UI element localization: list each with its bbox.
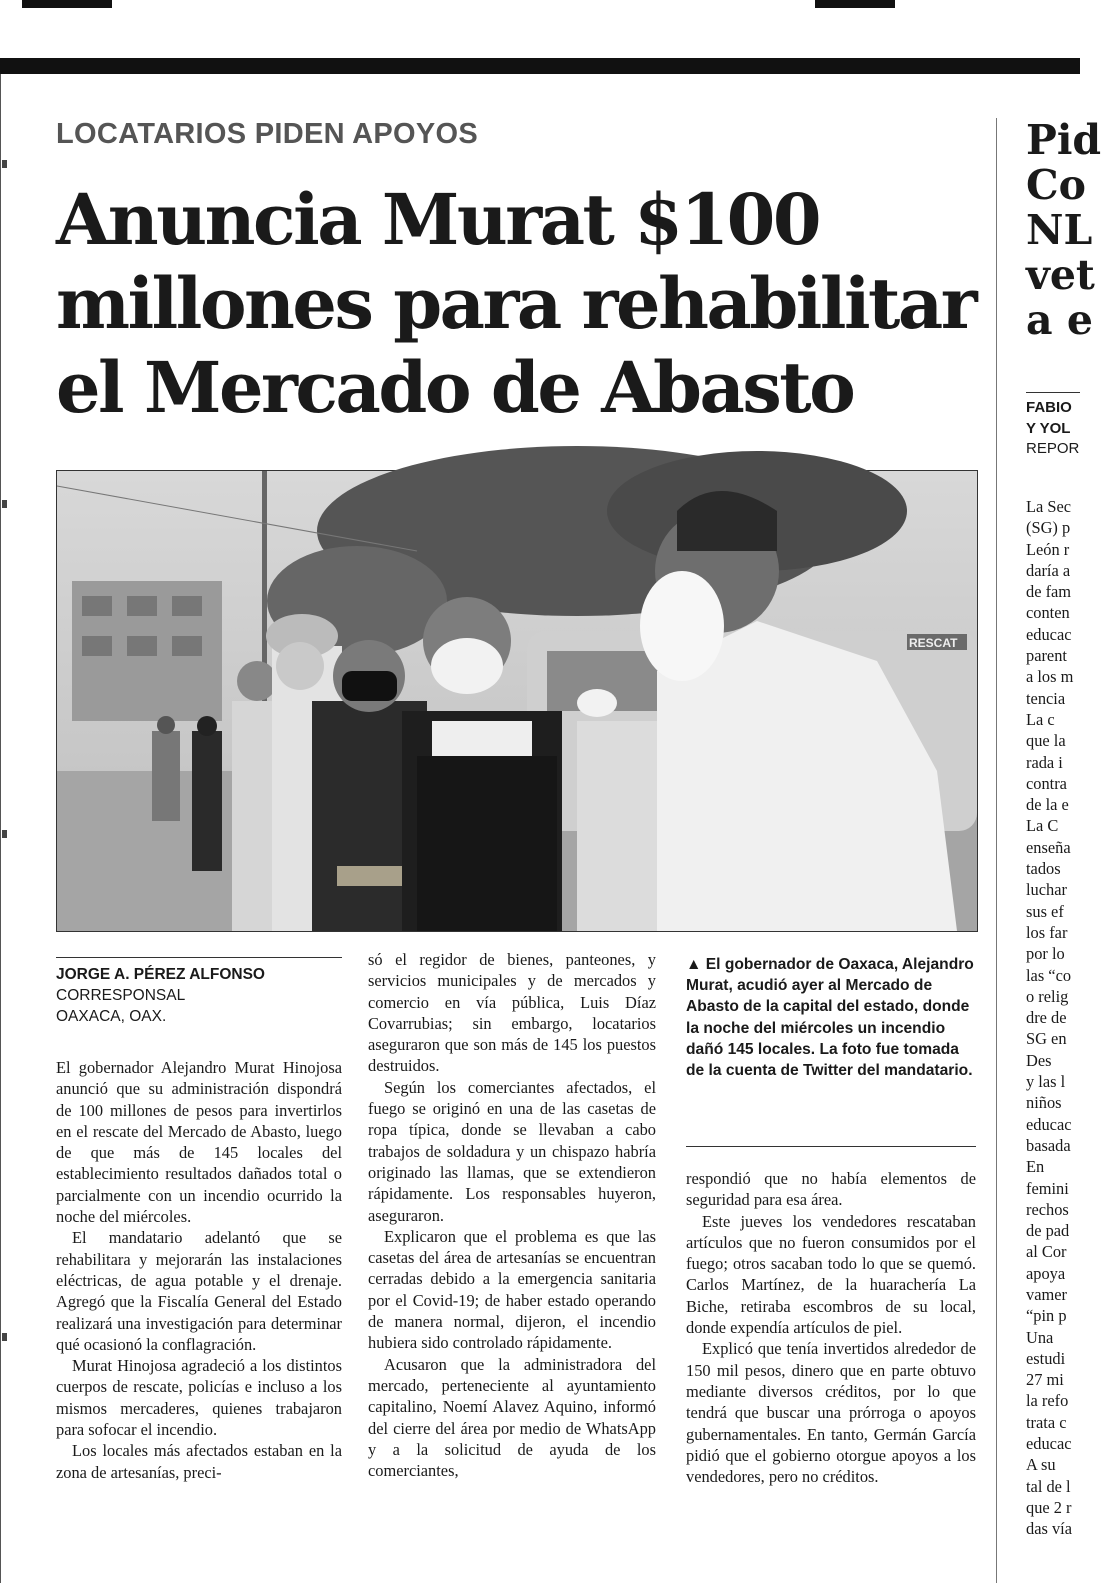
adjacent-body-line: “pin p bbox=[1026, 1306, 1067, 1326]
binding-mark bbox=[2, 500, 7, 508]
adjacent-body-line: por lo bbox=[1026, 944, 1065, 964]
adjacent-body-line: a los m bbox=[1026, 667, 1074, 687]
author-name: JORGE A. PÉREZ ALFONSO bbox=[56, 966, 265, 983]
adjacent-body-line: femini bbox=[1026, 1178, 1069, 1198]
binding-mark bbox=[2, 1333, 7, 1341]
adjacent-headline bbox=[1026, 116, 1101, 344]
photo-caption: ▲ El gobernador de Oaxaca, Alejandro Murat, acudió ayer al Mercado de Abasto de la capital del estado, donde la noche del miércoles un incendio dañó 145 locales. La foto fue tomada de la cuenta de Twitter del mandatario. bbox=[686, 956, 974, 1080]
article-photo bbox=[56, 470, 978, 932]
paragraph: só el regidor de bienes, panteones, y servicios municipales y de mercados y comercio en vía pública, Luis Díaz Covarrubias; sin embargo, locatarios aseguraron que son más de 145 los puestos destruidos. bbox=[368, 950, 656, 1076]
photo-illustration bbox=[57, 471, 977, 931]
adjacent-body-line: niños bbox=[1026, 1093, 1062, 1113]
adjacent-body-line: Una bbox=[1026, 1327, 1054, 1347]
adjacent-body-line: La c bbox=[1026, 709, 1055, 729]
binding-mark bbox=[2, 830, 7, 838]
paragraph: Este jueves los vendedores rescataban artículos que no fueron consumidos por el fuego; otros sacaban todo lo que se quemó. Carlos Martínez, de la huarachería La Biche, retiraba escombros de su local, donde expendía artículos de piel. bbox=[686, 1211, 976, 1338]
adjacent-body-line: y las l bbox=[1026, 1072, 1066, 1092]
adjacent-headline-line: a e bbox=[1026, 296, 1093, 344]
truck-sign: RESCAT bbox=[909, 636, 958, 650]
article-kicker: LOCATARIOS PIDEN APOYOS bbox=[56, 118, 479, 150]
adjacent-headline-line: vet bbox=[1026, 251, 1095, 299]
paragraph: Los locales más afectados estaban en la zona de artesanías, preci- bbox=[56, 1441, 342, 1482]
adjacent-body-line: conten bbox=[1026, 603, 1070, 623]
adjacent-byline-rule bbox=[1026, 392, 1080, 393]
top-edge-fragment bbox=[815, 0, 895, 8]
caption-rule bbox=[686, 1146, 976, 1147]
body-column-1 bbox=[56, 1057, 342, 1483]
adjacent-byline-line: FABIO bbox=[1026, 399, 1072, 416]
adjacent-body-line: de pad bbox=[1026, 1221, 1070, 1241]
column-divider bbox=[996, 118, 997, 1583]
adjacent-headline-line: NL bbox=[1026, 206, 1093, 254]
paragraph: El gobernador Alejandro Murat Hinojosa anunció que su administración dispondrá de 100 millones de pesos para invertirlos en el rescate del Mercado de Abasto, luego de que más de 145 locales del establecimiento resultados dañados total o parcialmente con un incendio ocurrido la noche del miércoles. bbox=[56, 1058, 342, 1227]
adjacent-body-line: la refo bbox=[1026, 1391, 1069, 1411]
adjacent-body-line: educac bbox=[1026, 624, 1072, 644]
adjacent-body-line: basada bbox=[1026, 1135, 1071, 1155]
paragraph: Según los comerciantes afectados, el fuego se originó en una de las casetas de ropa típica, donde se llevaban a cabo trabajos de soldadura y un chispazo habría originado las llamas, que se extendieron rápidamente. Los responsables huyeron, aseguraron. bbox=[368, 1077, 656, 1225]
adjacent-body-line: de la e bbox=[1026, 795, 1069, 815]
adjacent-body-line: Des bbox=[1026, 1050, 1052, 1070]
adjacent-body-line: En bbox=[1026, 1157, 1045, 1177]
article-byline bbox=[56, 964, 265, 1027]
adjacent-body-line: enseña bbox=[1026, 837, 1071, 857]
adjacent-body-line: de fam bbox=[1026, 582, 1072, 602]
adjacent-body-line: que 2 r bbox=[1026, 1497, 1072, 1517]
author-role: CORRESPONSAL bbox=[56, 987, 186, 1004]
adjacent-body-line: educac bbox=[1026, 1114, 1072, 1134]
adjacent-body-line: León r bbox=[1026, 539, 1070, 559]
paragraph: respondió que no había elementos de seguridad para esa área. bbox=[686, 1169, 976, 1210]
adjacent-body-line: los far bbox=[1026, 922, 1068, 942]
adjacent-headline-line: Co bbox=[1026, 161, 1086, 209]
adjacent-body bbox=[1026, 496, 1080, 1540]
adjacent-body-line: tados bbox=[1026, 859, 1061, 879]
adjacent-body-line: apoya bbox=[1026, 1263, 1066, 1283]
adjacent-body-line: trata c bbox=[1026, 1412, 1067, 1432]
adjacent-body-line: tencia bbox=[1026, 688, 1066, 708]
adjacent-body-line: A su bbox=[1026, 1455, 1056, 1475]
top-edge-fragment bbox=[22, 0, 112, 8]
paragraph: Murat Hinojosa agradeció a los distintos cuerpos de rescate, policías e incluso a los mismos mercaderes, quienes trabajaron para sofocar el incendio. bbox=[56, 1356, 342, 1440]
adjacent-body-line: que la bbox=[1026, 731, 1066, 751]
adjacent-body-line: rechos bbox=[1026, 1199, 1069, 1219]
adjacent-body-line: rada i bbox=[1026, 752, 1063, 772]
byline-rule bbox=[56, 957, 342, 958]
adjacent-body-line: las “co bbox=[1026, 965, 1072, 985]
adjacent-body-line: La C bbox=[1026, 816, 1059, 836]
adjacent-body-line: vamer bbox=[1026, 1284, 1067, 1304]
dateline: OAXACA, OAX. bbox=[56, 1008, 167, 1025]
adjacent-body-line: (SG) p bbox=[1026, 518, 1071, 538]
adjacent-byline-line: Y YOL bbox=[1026, 419, 1071, 437]
adjacent-body-line: contra bbox=[1026, 773, 1067, 793]
page-left-edge bbox=[0, 74, 1, 1583]
adjacent-body-line: daría a bbox=[1026, 560, 1071, 580]
adjacent-body-line: estudi bbox=[1026, 1348, 1066, 1368]
adjacent-body-line: al Cor bbox=[1026, 1242, 1067, 1262]
adjacent-body-line: o relig bbox=[1026, 986, 1069, 1006]
adjacent-byline-line: REPOR bbox=[1026, 440, 1080, 457]
adjacent-body-line: SG en bbox=[1026, 1029, 1067, 1049]
adjacent-byline bbox=[1026, 398, 1080, 460]
body-column-3 bbox=[686, 1168, 976, 1487]
paragraph: El mandatario adelantó que se rehabilitara y mejorarán las instalaciones eléctricas, de agua potable y el drenaje. Agregó que la Fiscalía General del Estado realizará una investigación para determinar qué ocasionó la conflagración. bbox=[56, 1228, 342, 1354]
adjacent-body-line: parent bbox=[1026, 646, 1067, 666]
page-header-bar bbox=[0, 58, 1080, 74]
paragraph: Explicaron que el problema es que las casetas del área de artesanías se encuentran cerradas debido a la emergencia sanitaria por el Covid-19; de haber estado operando de manera normal, dijeron, el incendio hubiera sido controlado rápidamente. bbox=[368, 1226, 656, 1353]
adjacent-body-line: 27 mi bbox=[1026, 1370, 1064, 1390]
paragraph: Acusaron que la administradora del mercado, perteneciente al ayuntamiento capitalino, Noemí Alavez Aquino, informó del cierre del área por medio de WhatsApp y a la solicitud de ayuda de los comerciantes, bbox=[368, 1354, 656, 1481]
adjacent-body-line: La Sec bbox=[1026, 497, 1072, 516]
article-headline: Anuncia Murat $100 millones para rehabilitar el Mercado de Abasto bbox=[56, 178, 976, 429]
adjacent-body-line: luchar bbox=[1026, 880, 1067, 900]
paragraph: Explicó que tenía invertidos alrededor de 150 mil pesos, dinero que en parte obtuvo mediante diversos créditos, por lo que tendrá que buscar una prórroga o apoyos gubernamentales. En tanto, Germán García pidió que el gobierno otorgue apoyos a los vendedores, pero no créditos. bbox=[686, 1339, 976, 1487]
binding-mark bbox=[2, 160, 7, 168]
adjacent-body-line: sus ef bbox=[1026, 901, 1064, 921]
body-column-2 bbox=[368, 949, 656, 1481]
adjacent-body-line: das vía bbox=[1026, 1519, 1072, 1539]
adjacent-body-line: dre de bbox=[1026, 1008, 1067, 1028]
adjacent-body-line: educac bbox=[1026, 1434, 1072, 1454]
adjacent-body-line: tal de l bbox=[1026, 1476, 1071, 1496]
adjacent-headline-line: Pid bbox=[1026, 116, 1101, 164]
